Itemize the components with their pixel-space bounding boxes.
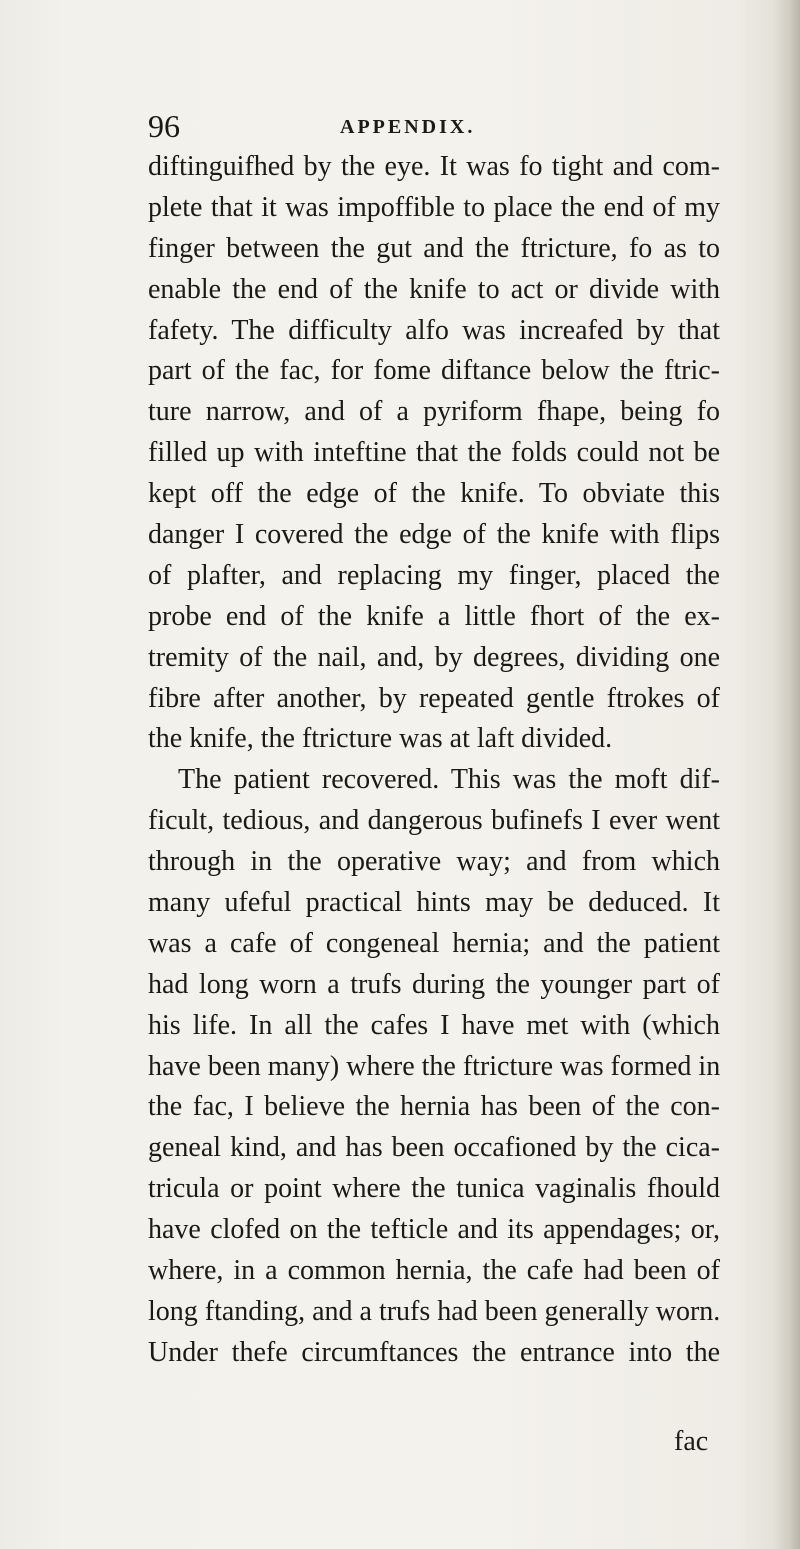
text-line: have been many) where the ftricture was formed in (148, 1050, 721, 1082)
text-line: Under thefe circumftances the entrance into the (148, 1336, 720, 1368)
text-line: many ufeful practical hints may be deduced. It (148, 887, 720, 919)
text-line: his life. In all the cafes I have met with (which (148, 1009, 720, 1041)
text-line: tricula or point where the tunica vaginalis fhould (148, 1173, 720, 1205)
text-line: probe end of the knife a little fhort of the ex- (148, 600, 720, 632)
text-line: ficult, tedious, and dangerous bufinefs I ever went (148, 805, 720, 837)
text-line: where, in a common hernia, the cafe had been of (148, 1255, 720, 1287)
running-head: APPENDIX. (340, 116, 476, 138)
text-line: plete that it was impoffible to place the end of my (148, 191, 720, 223)
text-line: geneal kind, and has been occafioned by the cica- (148, 1132, 720, 1164)
text-line: have clofed on the tefticle and its appendages; or, (148, 1214, 720, 1246)
text-line: diftinguifhed by the eye. It was fo tight and com- (148, 151, 720, 182)
catchword: fac (674, 1426, 709, 1457)
text-line: fafety. The difficulty alfo was increafed by that (148, 314, 720, 346)
text-line: had long worn a trufs during the younger part of (148, 968, 720, 1000)
body-text (148, 147, 720, 1374)
page-edge-shadow (774, 0, 800, 1549)
text-line: part of the fac, for fome diftance below the ftric- (148, 355, 720, 387)
text-line: fibre after another, by repeated gentle ftrokes of (148, 682, 720, 714)
text-line: filled up with inteftine that the folds could not be (148, 437, 720, 469)
text-line: danger I covered the edge of the knife with flips (148, 519, 720, 551)
text-line: tremity of the nail, and, by degrees, dividing one (148, 641, 720, 673)
text-line: kept off the edge of the knife. To obviate this (148, 478, 720, 510)
page-header (148, 110, 708, 150)
text-line: long ftanding, and a trufs had been generally worn. (148, 1295, 721, 1327)
text-line: enable the end of the knife to act or divide with (148, 273, 720, 305)
text-line: finger between the gut and the ftricture, fo as to (148, 232, 720, 264)
text-line: through in the operative way; and from which (148, 846, 720, 878)
text-line: ture narrow, and of a pyriform fhape, being fo (148, 396, 720, 428)
page-number: 96 (148, 108, 180, 144)
paragraph-last-line: the knife, the ftricture was at laft divided. (148, 723, 613, 755)
paragraph-first-line: The patient recovered. This was the moft dif- (178, 764, 720, 796)
text-line: the fac, I believe the hernia has been of the con- (148, 1091, 720, 1123)
text-line: of plafter, and replacing my finger, placed the (148, 559, 720, 591)
text-line: was a cafe of congeneal hernia; and the patient (148, 927, 720, 959)
